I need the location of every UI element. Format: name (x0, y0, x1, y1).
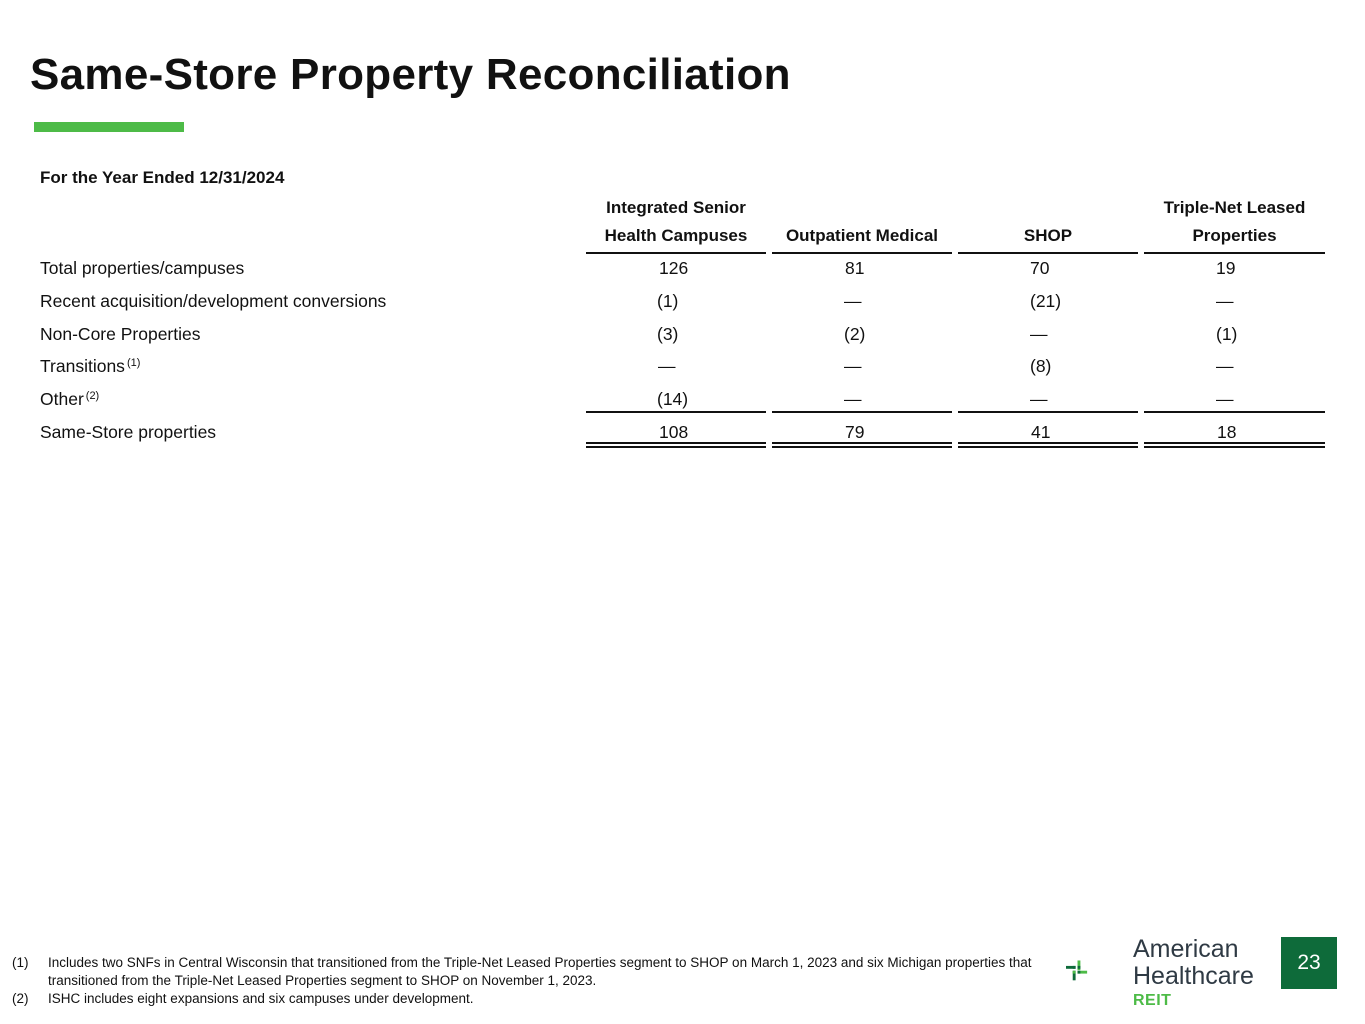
table-cell: — (1216, 356, 1234, 376)
table-cell: 18 (1217, 422, 1237, 442)
table-cell: 81 (845, 258, 865, 278)
row-label: Recent acquisition/development conversions (40, 291, 387, 311)
footnote-text: Includes two SNFs in Central Wisconsin that transitioned from the Triple-Net Leased Properties segment to SHOP on March 1, 2023 and six Michigan properties that transitioned from the Triple-Net Leased Properties segment to SHOP on November 1, 2023. (48, 955, 1032, 988)
footnote-marker: (2) (12, 991, 29, 1006)
title-accent-bar (34, 122, 184, 132)
logo-line2: Healthcare (1133, 962, 1254, 990)
company-logo-icon (1066, 940, 1130, 1004)
subtotal-rule (586, 411, 766, 413)
footnotes (12, 954, 1032, 1008)
logo-wordmark (1133, 936, 1254, 990)
footnote (12, 954, 1032, 990)
table-cell: (1) (657, 291, 679, 311)
table-cell: — (658, 356, 676, 376)
table-cell: — (844, 356, 862, 376)
row-label: Non-Core Properties (40, 324, 201, 344)
column-header-triple-net (1144, 194, 1325, 250)
table-cell: (2) (844, 324, 866, 344)
row-label: Other $^{(2)}$ (40, 389, 100, 409)
total-double-rule (586, 446, 766, 448)
table-cell: (1) (1216, 324, 1238, 344)
total-double-rule (772, 442, 952, 444)
table-cell: — (1030, 324, 1048, 344)
column-header-ishc (586, 194, 766, 250)
table-cell: — (844, 389, 862, 409)
table-cell: — (844, 291, 862, 311)
row-label: Transitions $^{(1)}$ (40, 356, 141, 376)
column-header-line2: SHOP (1023, 226, 1073, 245)
total-double-rule (1144, 446, 1325, 448)
column-header-underline (1144, 252, 1325, 254)
table-cell: 41 (1031, 422, 1051, 442)
total-double-rule (772, 446, 952, 448)
column-header-line1 (772, 194, 952, 222)
column-header-line2: Outpatient Medical (785, 226, 939, 245)
logo-reit: REIT (1133, 992, 1172, 1009)
table-cell: (14) (657, 389, 689, 409)
table-cell: 108 (659, 422, 689, 442)
page-title: Same-Store Property Reconciliation (30, 50, 791, 99)
table-cell: 79 (845, 422, 865, 442)
total-double-rule (958, 442, 1138, 444)
column-header-outpatient (772, 194, 952, 250)
column-header-shop (958, 194, 1138, 250)
total-double-rule (586, 442, 766, 444)
table-cell: (8) (1030, 356, 1052, 376)
footnote-text: ISHC includes eight expansions and six campuses under development. (48, 991, 474, 1006)
column-header-line1: Triple-Net Leased (1163, 198, 1306, 217)
table-cell: (21) (1030, 291, 1062, 311)
column-header-line2: Properties (1192, 226, 1277, 245)
column-header-line1: Integrated Senior (606, 198, 746, 217)
period-label: For the Year Ended 12/31/2024 (40, 168, 285, 187)
column-header-underline (586, 252, 766, 254)
footnote-ref: (1) (126, 357, 141, 369)
table-cell: 19 (1216, 258, 1236, 278)
total-double-rule (958, 446, 1138, 448)
subtotal-rule (1144, 411, 1325, 413)
logo-line1: American (1133, 935, 1239, 963)
table-cell: 70 (1030, 258, 1050, 278)
footnote-marker: (1) (12, 955, 29, 970)
table-cell: 126 (659, 258, 689, 278)
footnote (12, 990, 1032, 1008)
subtotal-rule (958, 411, 1138, 413)
table-cell: — (1030, 389, 1048, 409)
column-header-line1 (958, 194, 1138, 222)
table-cell: — (1216, 291, 1234, 311)
column-header-underline (772, 252, 952, 254)
subtotal-rule (772, 411, 952, 413)
total-double-rule (1144, 442, 1325, 444)
table-cell: (3) (657, 324, 679, 344)
row-label: Total properties/campuses (40, 258, 245, 278)
page-number: 23 (1281, 937, 1337, 989)
footnote-ref: (2) (85, 390, 100, 402)
column-header-underline (958, 252, 1138, 254)
column-header-line2: Health Campuses (604, 226, 748, 245)
table-cell: — (1216, 389, 1234, 409)
row-label: Same-Store properties (40, 422, 217, 442)
